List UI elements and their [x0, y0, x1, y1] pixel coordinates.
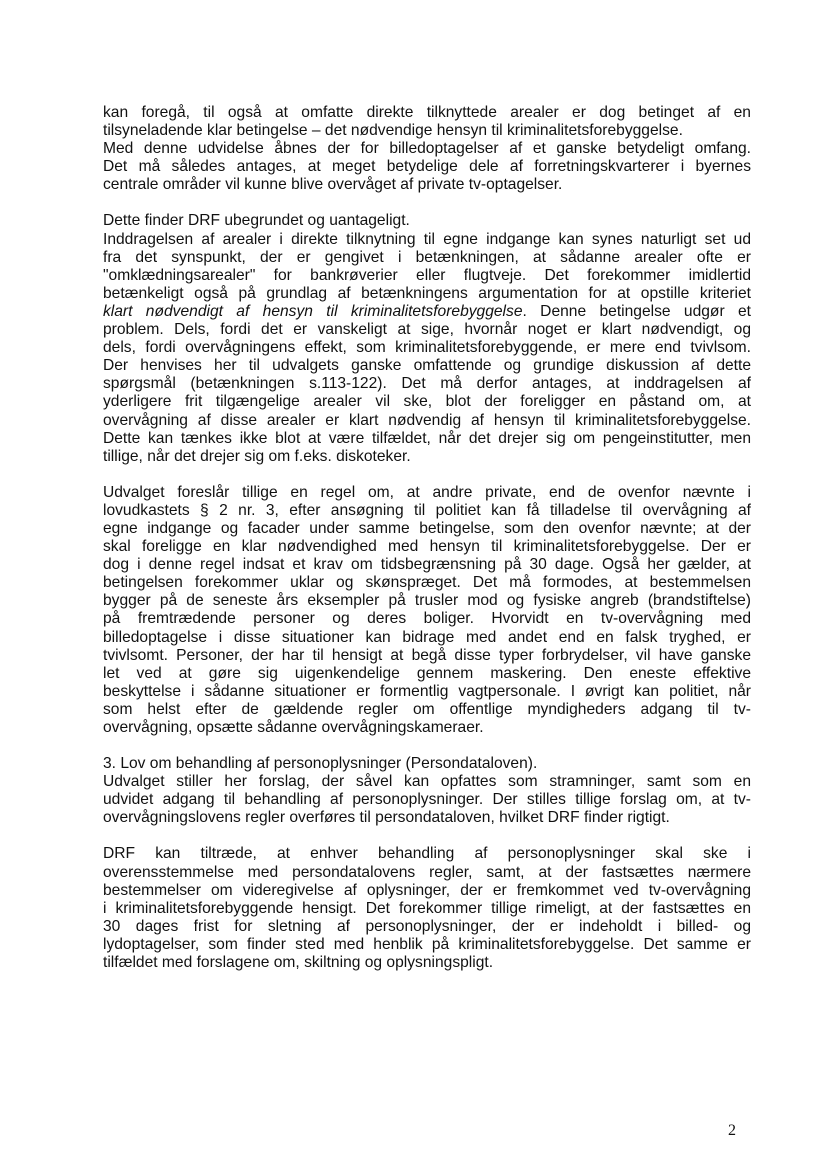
text-line: i kriminalitetsforebyggende hensigt. Det forekommer tillige rimeligt, at der fastsættes en [103, 899, 751, 917]
text-line: Dette finder DRF ubegrundet og uantageligt. [103, 212, 410, 230]
text-line: fra det synspunkt, der er gengivet i betænkningen, at sådanne arealer ofte er [103, 248, 751, 266]
text-line: udvidet adgang til behandling af personoplysninger. Der stilles tillige forslag om, at tv- [103, 791, 751, 809]
text-line: yderligere frit tilgængelige arealer vil ske, blot der foreligger en påstand om, at [103, 393, 751, 411]
text-line: overvågning, opsætte sådanne overvågningskameraer. [103, 719, 484, 736]
text-line: overensstemmelse med persondatalovens regler, samt, at der fastsættes nærmere [103, 863, 751, 881]
text-line: tilfældet med forslagene om, skiltning og oplysningspligt. [103, 954, 494, 972]
paragraph-3 [103, 231, 751, 466]
text-fragment: . Denne betingelse udgør et [522, 302, 751, 320]
paragraph-1 [103, 104, 751, 194]
text-line: som helst efter de gældende regler om offentlige myndigheders adgang til tv- [103, 700, 751, 718]
text-line: skal foreligge en klar nødvendighed med hensyn til kriminalitetsforebyggelse. Der er [103, 538, 751, 556]
text-line: tilsyneladende klar betingelse – det nødvendige hensyn til kriminalitetsforebyggelse. [103, 122, 683, 140]
text-line: overvågning af disse arealer er klart nødvendig af hensyn til kriminalitetsforebyggelse. [103, 411, 751, 429]
italic-criterion: klart nødvendigt af hensyn til kriminalitetsforebyggelse [103, 302, 523, 320]
paragraph-4 [103, 484, 751, 737]
section-heading: 3. Lov om behandling af personoplysninger (Persondataloven). [103, 755, 538, 773]
text-line: "omklædningsarealer" for bankrøverier eller flugtveje. Det forekommer imidlertid [103, 266, 751, 284]
text-line: Med denne udvidelse åbnes der for billedoptagelser af et ganske betydeligt omfang. [103, 140, 751, 158]
text-line [103, 303, 751, 321]
text-line: Inddragelsen af arealer i direkte tilknytning til egne indgange kan synes naturligt set ud [103, 230, 751, 248]
text-line: centrale områder vil kunne blive overvåget af private tv-optagelser. [103, 176, 563, 194]
text-line: dels, fordi overvågningens effekt, som kriminalitetsforebyggende, er mere end tvivlsom. [103, 339, 751, 357]
text-line: tvivlsomt. Personer, der har til hensigt at begå disse typer forbrydelser, vil have ganske [103, 646, 751, 664]
text-line: betænkeligt også på grundlag af betænkningens argumentation for at opstille kriteriet [103, 284, 751, 302]
text-line: Udvalget foreslår tillige en regel om, at andre private, end de ovenfor nævnte i [103, 483, 751, 501]
paragraph-6 [103, 845, 751, 972]
text-line: beskyttelse i sådanne situationer er formentlig vagtpersonale. I øvrigt kan politiet, når [103, 682, 751, 700]
text-line: Dette kan tænkes ikke blot at være tilfældet, når det drejer sig om pengeinstitutter, men [103, 429, 751, 447]
text-line: spørgsmål (betænkningen s.113-122). Det må derfor antages, at inddragelsen af [103, 375, 751, 393]
text-line: egne indgange og facader under samme betingelse, som den ovenfor nævnte; at der [103, 519, 751, 537]
text-line: problem. Dels, fordi det er vanskeligt at sige, hvornår noget er klart nødvendigt, og [103, 321, 751, 339]
paragraph-2 [103, 212, 751, 230]
text-line: overvågningslovens regler overføres til persondataloven, hvilket DRF finder rigtigt. [103, 809, 670, 827]
text-line: Udvalget stiller her forslag, der såvel kan opfattes som stramninger, samt som en [103, 773, 751, 791]
text-line: kan foregå, til også at omfatte direkte tilknyttede arealer er dog betinget af en [103, 104, 751, 121]
text-line: DRF kan tiltræde, at enhver behandling af personoplysninger skal ske i [103, 845, 751, 863]
text-line: lovudkastets § 2 nr. 3, efter ansøgning til politiet kan få tilladelse til overvågning af [103, 501, 751, 519]
page-number: 2 [728, 1122, 736, 1139]
text-line: Der henvises her til udvalgets ganske omfattende og grundige diskussion af dette [103, 357, 751, 375]
text-line: Det må således antages, at meget betydelige dele af forretningskvarterer i byernes [103, 158, 751, 176]
text-line: billedoptagelse i disse situationer kan bidrage med andet end en falsk tryghed, er [103, 628, 751, 646]
body-text [103, 104, 751, 990]
text-line: bestemmelser om videregivelse af oplysninger, der er fremkommet ved tv-overvågning [103, 881, 751, 899]
text-line: bygger på de seneste års eksempler på trusler mod og fysiske angreb (brandstiftelse) [103, 592, 751, 610]
text-line: lydoptagelser, som finder sted med henblik på kriminalitetsforebyggelse. Det samme er [103, 935, 751, 953]
section-3 [103, 755, 751, 827]
text-line: betingelsen forekommer uklar og skønspræget. Det må formodes, at bestemmelsen [103, 574, 751, 592]
text-line: let ved at gøre sig uigenkendelige gennem maskering. Den eneste effektive [103, 664, 751, 682]
text-line: dog i denne regel indsat et krav om tidsbegrænsning på 30 dage. Også her gælder, at [103, 556, 751, 574]
text-line: 30 dages frist for sletning af personoplysninger, der er indeholdt i billed- og [103, 917, 751, 935]
text-line: på fremtrædende personer og deres boliger. Hvorvidt en tv-overvågning med [103, 610, 751, 628]
text-line: tillige, når det drejer sig om f.eks. diskoteker. [103, 447, 411, 465]
